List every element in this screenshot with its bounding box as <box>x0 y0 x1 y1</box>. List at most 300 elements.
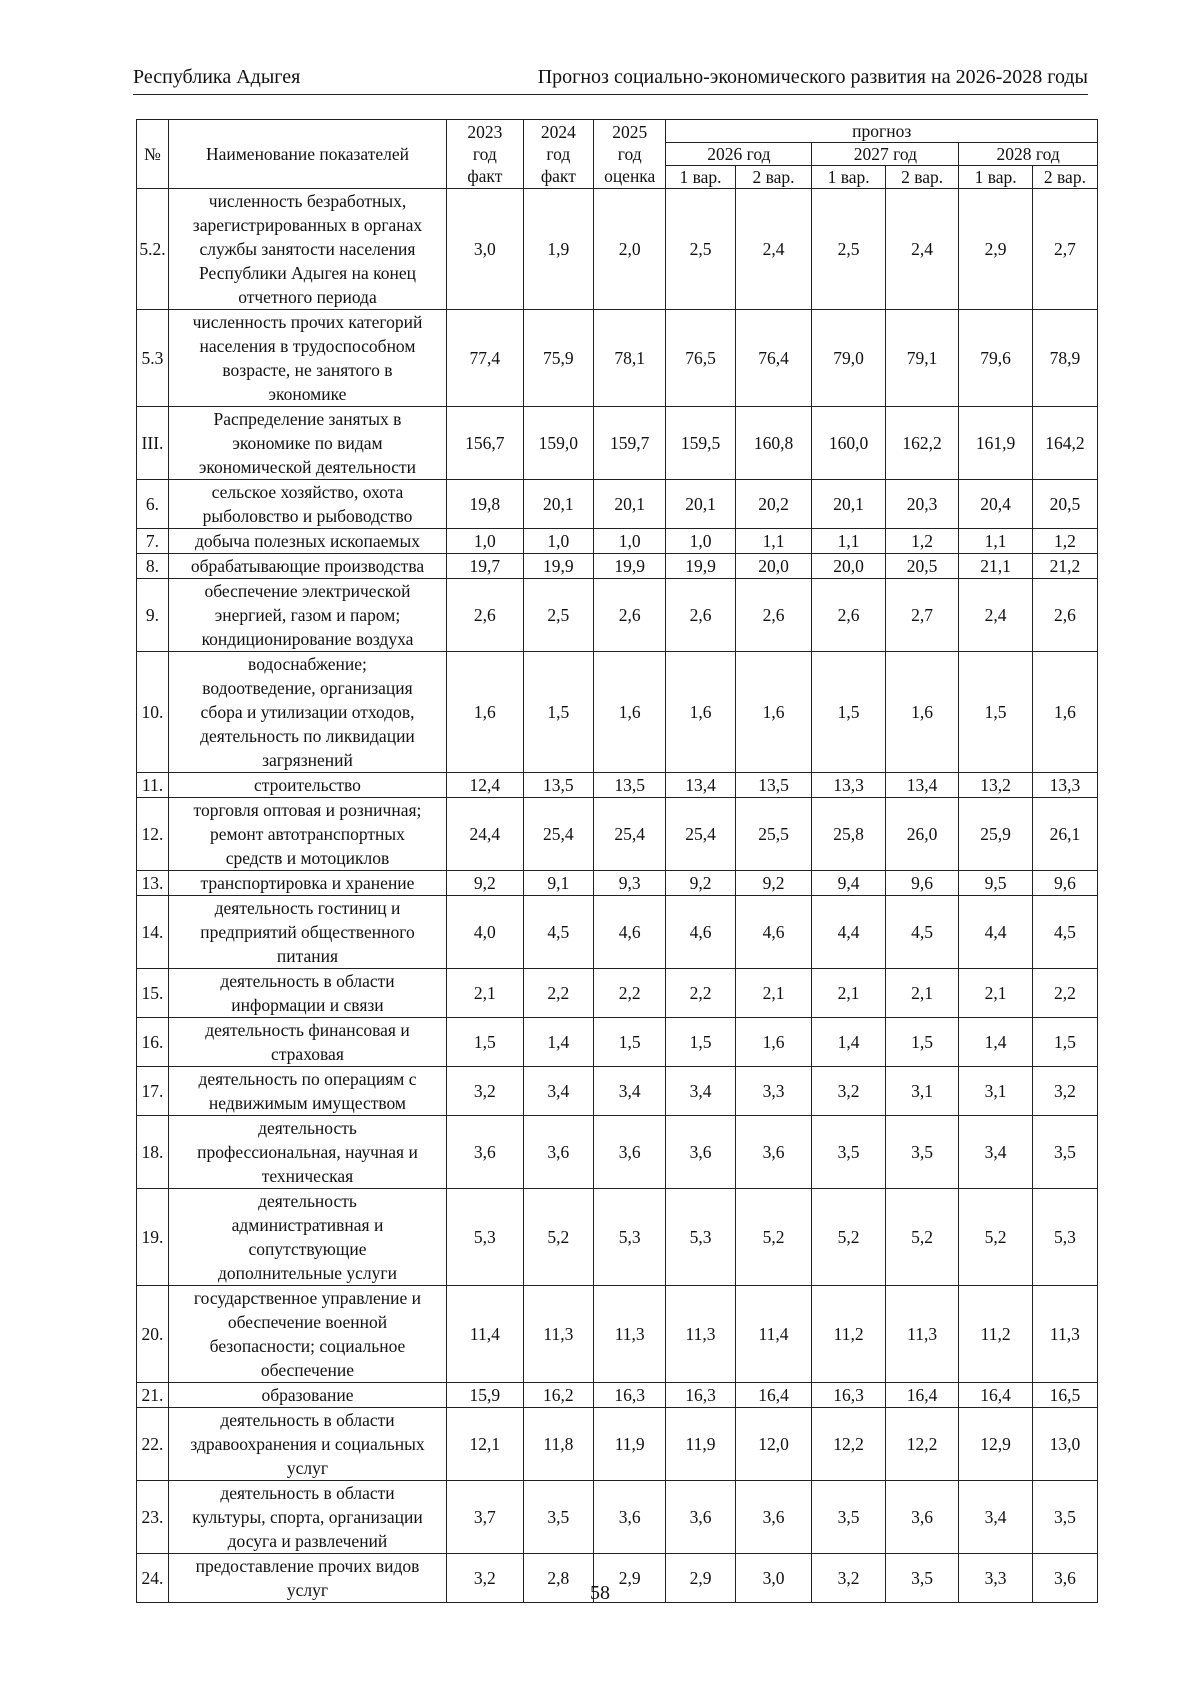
value-cell: 2,9 <box>959 189 1033 310</box>
value-cell: 3,6 <box>593 1481 665 1554</box>
value-cell: 2,2 <box>666 969 735 1018</box>
value-cell: 3,5 <box>885 1116 959 1189</box>
indicator-name-line: экономике <box>268 384 347 404</box>
value-cell: 20,1 <box>666 480 735 529</box>
value-cell: 3,2 <box>447 1067 524 1116</box>
value-cell: 3,5 <box>1032 1481 1097 1554</box>
value-cell: 9,2 <box>666 871 735 896</box>
row-indicator-name <box>168 871 446 896</box>
header-2024: 2024 год факт <box>523 120 593 189</box>
value-cell: 3,4 <box>593 1067 665 1116</box>
value-cell: 3,3 <box>735 1067 812 1116</box>
value-cell: 1,6 <box>735 1018 812 1067</box>
indicator-name-line: Распределение занятых в <box>213 409 402 429</box>
value-cell: 2,6 <box>812 579 886 652</box>
indicator-name-line: информации и связи <box>231 995 384 1015</box>
value-cell: 25,8 <box>812 798 886 871</box>
value-cell: 11,4 <box>735 1286 812 1383</box>
indicator-name-line: обеспечение электрической <box>204 581 411 601</box>
value-cell: 11,3 <box>593 1286 665 1383</box>
value-cell: 24,4 <box>447 798 524 871</box>
value-cell: 1,1 <box>959 529 1033 554</box>
header-2027-var2: 2 вар. <box>885 166 959 189</box>
value-cell: 25,4 <box>593 798 665 871</box>
value-cell: 1,5 <box>593 1018 665 1067</box>
indicator-name-line: водоотведение, организация <box>202 678 413 698</box>
value-cell: 26,0 <box>885 798 959 871</box>
value-cell: 16,3 <box>593 1383 665 1408</box>
row-number: 10. <box>137 652 169 773</box>
row-number: 13. <box>137 871 169 896</box>
value-cell: 2,5 <box>666 189 735 310</box>
value-cell: 159,7 <box>593 407 665 480</box>
row-number: 5.3 <box>137 310 169 407</box>
indicator-name-line: государственное управление и <box>193 1288 422 1308</box>
row-number: 21. <box>137 1383 169 1408</box>
value-cell: 19,9 <box>666 554 735 579</box>
table-row <box>137 871 1098 896</box>
value-cell: 3,2 <box>812 1067 886 1116</box>
indicator-name-line: обеспечение военной <box>227 1312 388 1332</box>
forecast-table <box>136 119 1098 1603</box>
indicator-name-line: культуры, спорта, организации <box>192 1507 423 1527</box>
indicator-name-line: деятельность <box>258 1118 357 1138</box>
header-2026-var2: 2 вар. <box>735 166 812 189</box>
value-cell: 160,0 <box>812 407 886 480</box>
table-row <box>137 1408 1098 1481</box>
value-cell: 11,9 <box>593 1408 665 1481</box>
row-number: III. <box>137 407 169 480</box>
value-cell: 160,8 <box>735 407 812 480</box>
value-cell: 19,9 <box>593 554 665 579</box>
value-cell: 2,1 <box>735 969 812 1018</box>
indicator-name-line: безопасности; социальное <box>209 1336 406 1356</box>
table-row <box>137 1383 1098 1408</box>
header-2028-var1: 1 вар. <box>959 166 1033 189</box>
value-cell: 25,4 <box>523 798 593 871</box>
row-number: 20. <box>137 1286 169 1383</box>
value-cell: 12,2 <box>885 1408 959 1481</box>
value-cell: 2,9 <box>593 1554 665 1603</box>
value-cell: 3,6 <box>666 1116 735 1189</box>
value-cell: 13,5 <box>735 773 812 798</box>
indicator-name-line: административная и <box>231 1215 384 1235</box>
indicator-name-line: сопутствующие <box>248 1239 367 1259</box>
value-cell: 2,1 <box>959 969 1033 1018</box>
value-cell: 21,2 <box>1032 554 1097 579</box>
indicator-name-line: предприятий общественного <box>200 922 415 942</box>
indicator-name-line: услуг <box>286 1458 329 1478</box>
value-cell: 11,3 <box>1032 1286 1097 1383</box>
indicator-name-line: экономике по видам <box>232 433 383 453</box>
indicator-name-line: водоснабжение; <box>248 654 367 674</box>
value-cell: 16,5 <box>1032 1383 1097 1408</box>
table-row <box>137 1067 1098 1116</box>
value-cell: 3,2 <box>1032 1067 1097 1116</box>
value-cell: 2,4 <box>885 189 959 310</box>
row-number: 9. <box>137 579 169 652</box>
value-cell: 1,6 <box>885 652 959 773</box>
row-number: 7. <box>137 529 169 554</box>
indicator-name-line: зарегистрированных в органах <box>192 215 423 235</box>
value-cell: 11,2 <box>812 1286 886 1383</box>
value-cell: 79,0 <box>812 310 886 407</box>
value-cell: 1,5 <box>666 1018 735 1067</box>
value-cell: 3,6 <box>1032 1554 1097 1603</box>
value-cell: 1,5 <box>523 652 593 773</box>
indicator-name-line: энергией, газом и паром; <box>214 605 401 625</box>
value-cell: 11,8 <box>523 1408 593 1481</box>
header-2025: 2025 год оценка <box>593 120 665 189</box>
value-cell: 20,1 <box>593 480 665 529</box>
value-cell: 3,5 <box>523 1481 593 1554</box>
table-row <box>137 652 1098 773</box>
indicator-name-line: средств и мотоциклов <box>225 848 390 868</box>
indicator-name-line: возрасте, не занятого в <box>222 360 393 380</box>
page-header <box>133 64 1088 95</box>
value-cell: 77,4 <box>447 310 524 407</box>
value-cell: 3,4 <box>959 1116 1033 1189</box>
value-cell: 16,3 <box>812 1383 886 1408</box>
row-indicator-name <box>168 1189 446 1286</box>
region-name: Республика Адыгея <box>133 66 301 88</box>
indicator-name-line: обеспечение <box>260 1360 355 1380</box>
value-cell: 159,0 <box>523 407 593 480</box>
table-row <box>137 1018 1098 1067</box>
indicator-name-line: профессиональная, научная и <box>197 1142 418 1162</box>
indicator-name-line: деятельность финансовая и <box>205 1020 410 1040</box>
indicator-name-line: предоставление прочих видов <box>195 1556 420 1576</box>
indicator-name-line: добыча полезных ископаемых <box>194 531 420 551</box>
indicator-name-line: деятельность в области <box>220 1483 395 1503</box>
header-2028: 2028 год <box>959 143 1098 166</box>
row-number: 14. <box>137 896 169 969</box>
row-indicator-name <box>168 1286 446 1383</box>
indicator-name-line: рыболовство и рыбоводство <box>202 506 413 526</box>
value-cell: 20,0 <box>735 554 812 579</box>
value-cell: 3,6 <box>666 1481 735 1554</box>
indicator-name-line: отчетного периода <box>238 287 377 307</box>
value-cell: 20,0 <box>812 554 886 579</box>
value-cell: 78,1 <box>593 310 665 407</box>
value-cell: 2,2 <box>593 969 665 1018</box>
value-cell: 1,5 <box>1032 1018 1097 1067</box>
value-cell: 11,2 <box>959 1286 1033 1383</box>
value-cell: 5,3 <box>593 1189 665 1286</box>
row-indicator-name <box>168 773 446 798</box>
value-cell: 2,4 <box>959 579 1033 652</box>
indicator-name-line: кондиционирование воздуха <box>201 629 414 649</box>
value-cell: 21,1 <box>959 554 1033 579</box>
value-cell: 156,7 <box>447 407 524 480</box>
indicator-name-line: экономической деятельности <box>198 457 417 477</box>
value-cell: 4,4 <box>959 896 1033 969</box>
value-cell: 3,6 <box>447 1116 524 1189</box>
value-cell: 16,4 <box>959 1383 1033 1408</box>
table-row <box>137 579 1098 652</box>
value-cell: 161,9 <box>959 407 1033 480</box>
value-cell: 5,2 <box>885 1189 959 1286</box>
value-cell: 5,3 <box>447 1189 524 1286</box>
value-cell: 1,6 <box>1032 652 1097 773</box>
value-cell: 1,2 <box>1032 529 1097 554</box>
value-cell: 78,9 <box>1032 310 1097 407</box>
value-cell: 75,9 <box>523 310 593 407</box>
header-name: Наименование показателей <box>168 120 446 189</box>
row-number: 5.2. <box>137 189 169 310</box>
value-cell: 20,5 <box>1032 480 1097 529</box>
value-cell: 26,1 <box>1032 798 1097 871</box>
row-indicator-name <box>168 1383 446 1408</box>
row-indicator-name <box>168 310 446 407</box>
value-cell: 12,1 <box>447 1408 524 1481</box>
row-indicator-name <box>168 798 446 871</box>
value-cell: 3,1 <box>959 1067 1033 1116</box>
indicator-name-line: торговля оптовая и розничная; <box>193 800 422 820</box>
indicator-name-line: численность прочих категорий <box>192 312 423 332</box>
value-cell: 1,5 <box>959 652 1033 773</box>
value-cell: 11,9 <box>666 1408 735 1481</box>
value-cell: 5,2 <box>735 1189 812 1286</box>
value-cell: 9,6 <box>1032 871 1097 896</box>
value-cell: 19,9 <box>523 554 593 579</box>
value-cell: 2,4 <box>735 189 812 310</box>
indicator-name-line: деятельность гостиниц и <box>214 898 401 918</box>
indicator-name-line: транспортировка и хранение <box>200 873 415 893</box>
value-cell: 20,1 <box>523 480 593 529</box>
value-cell: 1,2 <box>885 529 959 554</box>
value-cell: 20,2 <box>735 480 812 529</box>
value-cell: 1,6 <box>666 652 735 773</box>
value-cell: 79,1 <box>885 310 959 407</box>
value-cell: 2,1 <box>885 969 959 1018</box>
value-cell: 12,4 <box>447 773 524 798</box>
value-cell: 1,0 <box>447 529 524 554</box>
value-cell: 16,2 <box>523 1383 593 1408</box>
value-cell: 11,3 <box>885 1286 959 1383</box>
value-cell: 1,0 <box>666 529 735 554</box>
value-cell: 1,4 <box>812 1018 886 1067</box>
value-cell: 16,4 <box>735 1383 812 1408</box>
value-cell: 11,4 <box>447 1286 524 1383</box>
value-cell: 20,5 <box>885 554 959 579</box>
value-cell: 3,0 <box>735 1554 812 1603</box>
row-indicator-name <box>168 969 446 1018</box>
value-cell: 12,2 <box>812 1408 886 1481</box>
value-cell: 20,3 <box>885 480 959 529</box>
value-cell: 2,6 <box>593 579 665 652</box>
table-row <box>137 1116 1098 1189</box>
row-number: 15. <box>137 969 169 1018</box>
value-cell: 2,9 <box>666 1554 735 1603</box>
value-cell: 9,6 <box>885 871 959 896</box>
value-cell: 4,6 <box>666 896 735 969</box>
header-2026-var1: 1 вар. <box>666 166 735 189</box>
table-row <box>137 480 1098 529</box>
value-cell: 4,5 <box>1032 896 1097 969</box>
header-2027-var1: 1 вар. <box>812 166 886 189</box>
value-cell: 13,4 <box>666 773 735 798</box>
value-cell: 13,4 <box>885 773 959 798</box>
value-cell: 162,2 <box>885 407 959 480</box>
row-number: 6. <box>137 480 169 529</box>
value-cell: 2,7 <box>1032 189 1097 310</box>
value-cell: 9,3 <box>593 871 665 896</box>
indicator-name-line: образование <box>261 1385 354 1405</box>
value-cell: 3,4 <box>666 1067 735 1116</box>
value-cell: 13,3 <box>1032 773 1097 798</box>
row-indicator-name <box>168 1408 446 1481</box>
indicator-name-line: строительство <box>254 775 361 795</box>
value-cell: 5,3 <box>1032 1189 1097 1286</box>
indicator-name-line: недвижимым имуществом <box>208 1093 407 1113</box>
row-number: 19. <box>137 1189 169 1286</box>
value-cell: 13,5 <box>593 773 665 798</box>
value-cell: 3,0 <box>447 189 524 310</box>
value-cell: 25,5 <box>735 798 812 871</box>
header-2026: 2026 год <box>666 143 812 166</box>
row-indicator-name <box>168 579 446 652</box>
value-cell: 3,7 <box>447 1481 524 1554</box>
value-cell: 3,3 <box>959 1554 1033 1603</box>
value-cell: 3,5 <box>812 1481 886 1554</box>
indicator-name-line: деятельность по ликвидации <box>200 726 415 746</box>
value-cell: 2,1 <box>447 969 524 1018</box>
indicator-name-line: страховая <box>271 1044 344 1064</box>
value-cell: 1,4 <box>523 1018 593 1067</box>
document-title: Прогноз социально-экономического развития на 2026-2028 годы <box>537 66 1088 88</box>
row-indicator-name <box>168 1018 446 1067</box>
indicator-name-line: деятельность в области <box>220 971 395 991</box>
value-cell: 2,5 <box>812 189 886 310</box>
indicator-name-line: населения в трудоспособном <box>199 336 416 356</box>
value-cell: 3,5 <box>812 1116 886 1189</box>
table-header <box>137 120 1098 189</box>
indicator-name-line: численность безработных, <box>208 191 407 211</box>
value-cell: 1,6 <box>735 652 812 773</box>
value-cell: 2,6 <box>447 579 524 652</box>
row-indicator-name <box>168 554 446 579</box>
table-row <box>137 1481 1098 1554</box>
value-cell: 11,3 <box>523 1286 593 1383</box>
value-cell: 20,1 <box>812 480 886 529</box>
value-cell: 13,3 <box>812 773 886 798</box>
indicator-name-line: ремонт автотранспортных <box>210 824 405 844</box>
row-indicator-name <box>168 407 446 480</box>
indicator-name-line: сбора и утилизации отходов, <box>200 702 415 722</box>
row-indicator-name <box>168 652 446 773</box>
row-number: 23. <box>137 1481 169 1554</box>
row-number: 8. <box>137 554 169 579</box>
value-cell: 13,0 <box>1032 1408 1097 1481</box>
row-indicator-name <box>168 189 446 310</box>
indicator-name-line: Республики Адыгея на конец <box>198 263 416 283</box>
value-cell: 11,3 <box>666 1286 735 1383</box>
value-cell: 79,6 <box>959 310 1033 407</box>
value-cell: 16,4 <box>885 1383 959 1408</box>
row-number: 16. <box>137 1018 169 1067</box>
value-cell: 19,8 <box>447 480 524 529</box>
table-row <box>137 189 1098 310</box>
value-cell: 164,2 <box>1032 407 1097 480</box>
value-cell: 1,4 <box>959 1018 1033 1067</box>
value-cell: 25,4 <box>666 798 735 871</box>
table-row <box>137 310 1098 407</box>
row-number: 18. <box>137 1116 169 1189</box>
value-cell: 5,2 <box>812 1189 886 1286</box>
value-cell: 4,4 <box>812 896 886 969</box>
value-cell: 4,6 <box>593 896 665 969</box>
indicator-name-line: техническая <box>261 1166 354 1186</box>
value-cell: 1,0 <box>523 529 593 554</box>
value-cell: 2,6 <box>666 579 735 652</box>
value-cell: 5,2 <box>523 1189 593 1286</box>
value-cell: 4,5 <box>523 896 593 969</box>
value-cell: 1,5 <box>812 652 886 773</box>
value-cell: 2,6 <box>1032 579 1097 652</box>
value-cell: 16,3 <box>666 1383 735 1408</box>
value-cell: 3,5 <box>885 1554 959 1603</box>
row-indicator-name <box>168 1067 446 1116</box>
value-cell: 5,3 <box>666 1189 735 1286</box>
row-number: 11. <box>137 773 169 798</box>
value-cell: 1,6 <box>447 652 524 773</box>
header-forecast: прогноз <box>666 120 1098 143</box>
value-cell: 3,2 <box>812 1554 886 1603</box>
value-cell: 9,1 <box>523 871 593 896</box>
row-number: 24. <box>137 1554 169 1603</box>
table-row <box>137 554 1098 579</box>
value-cell: 1,5 <box>885 1018 959 1067</box>
value-cell: 3,6 <box>735 1481 812 1554</box>
row-indicator-name <box>168 1116 446 1189</box>
row-indicator-name <box>168 480 446 529</box>
value-cell: 3,6 <box>735 1116 812 1189</box>
value-cell: 2,5 <box>523 579 593 652</box>
table-row <box>137 407 1098 480</box>
value-cell: 19,7 <box>447 554 524 579</box>
row-number: 12. <box>137 798 169 871</box>
indicator-name-line: загрязнений <box>262 750 353 770</box>
indicator-name-line: услуг <box>286 1580 329 1600</box>
value-cell: 3,6 <box>523 1116 593 1189</box>
value-cell: 1,1 <box>812 529 886 554</box>
value-cell: 3,6 <box>593 1116 665 1189</box>
value-cell: 4,5 <box>885 896 959 969</box>
value-cell: 9,5 <box>959 871 1033 896</box>
value-cell: 76,4 <box>735 310 812 407</box>
value-cell: 5,2 <box>959 1189 1033 1286</box>
table-row <box>137 1286 1098 1383</box>
value-cell: 1,1 <box>735 529 812 554</box>
indicator-name-line: здравоохранения и социальных <box>190 1434 425 1454</box>
value-cell: 25,9 <box>959 798 1033 871</box>
indicator-name-line: питания <box>276 946 339 966</box>
value-cell: 1,9 <box>523 189 593 310</box>
value-cell: 15,9 <box>447 1383 524 1408</box>
value-cell: 3,5 <box>1032 1116 1097 1189</box>
indicator-name-line: досуга и развлечений <box>227 1531 388 1551</box>
value-cell: 2,6 <box>735 579 812 652</box>
indicator-name-line: деятельность <box>258 1191 357 1211</box>
value-cell: 1,5 <box>447 1018 524 1067</box>
value-cell: 3,4 <box>959 1481 1033 1554</box>
value-cell: 9,2 <box>447 871 524 896</box>
table-row <box>137 798 1098 871</box>
row-indicator-name <box>168 1481 446 1554</box>
value-cell: 9,4 <box>812 871 886 896</box>
row-number: 17. <box>137 1067 169 1116</box>
